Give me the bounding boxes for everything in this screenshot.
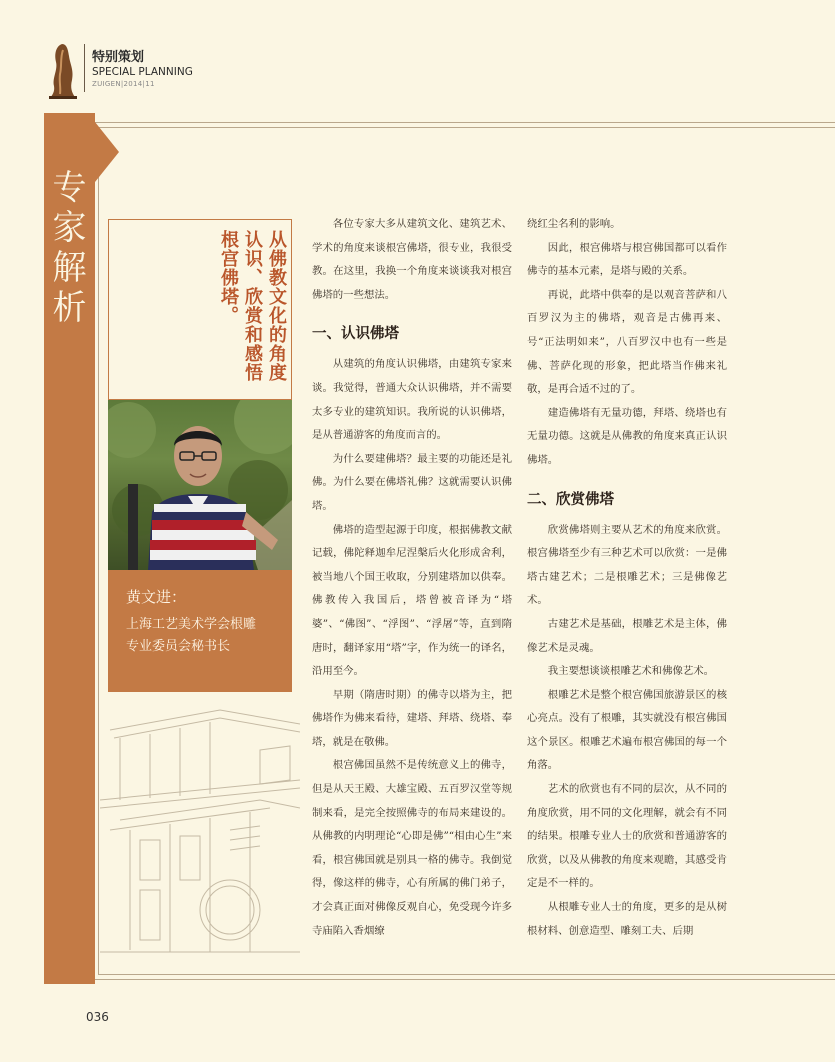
article-paragraph: 早期（隋唐时期）的佛寺以塔为主，把佛塔作为佛来看待，建塔、拜塔、绕塔、奉塔，就是在敬佛。 <box>312 688 512 748</box>
temple-sketch-illustration <box>100 690 300 975</box>
author-bio <box>108 570 292 692</box>
frame-line-top-inner <box>98 127 835 128</box>
frame-line-bottom <box>44 979 835 980</box>
article-paragraph: 我主要想谈谈根雕艺术和佛像艺术。 <box>547 665 715 678</box>
author-role-line: 专业委员会秘书长 <box>126 639 231 654</box>
article-column-1 <box>312 213 512 943</box>
root-sculpture-logo-icon <box>48 40 78 100</box>
page-number: 036 <box>86 1010 109 1024</box>
pull-quote-line: 从佛教文化的角度 <box>266 230 287 382</box>
issue-label: ZUIGEN|2014|11 <box>92 80 155 88</box>
section-heading-2: 二、欣赏佛塔 <box>527 490 614 508</box>
portrait-illustration <box>108 400 292 570</box>
side-banner-arrow <box>95 122 119 182</box>
header-divider <box>84 44 85 92</box>
frame-line-left-inner <box>98 127 99 974</box>
pull-quote-line: 认识、欣赏和感悟 <box>242 230 263 382</box>
author-role-line: 上海工艺美术学会根雕 <box>126 617 257 632</box>
article-paragraph: 从根雕专业人士的角度，更多的是从树根材料、创意造型、雕刻工夫、后期 <box>527 901 727 937</box>
author-portrait <box>108 400 292 570</box>
article-paragraph: 艺术的欣赏也有不同的层次，从不同的角度欣赏，用不同的文化理解，就会有不同的结果。根雕专业人士的欣赏和普通游客的欣赏，以及从佛教的角度来观瞻，其感受肯定是不一样的。 <box>527 783 727 890</box>
frame-line-top <box>44 122 835 123</box>
article-paragraph: 根雕艺术是整个根宫佛国旅游景区的核心亮点。没有了根雕，其实就没有根宫佛国这个景区。根雕艺术遍布根宫佛国的每一个角落。 <box>527 688 727 772</box>
article-column-2 <box>527 213 727 943</box>
article-paragraph: 建造佛塔有无量功德，拜塔、绕塔也有无量功德。这就是从佛教的角度来真正认识佛塔。 <box>527 406 727 466</box>
section-title: 特别策划 <box>92 50 145 65</box>
section-heading-1: 一、认识佛塔 <box>312 325 399 343</box>
column-title-vertical <box>44 168 95 328</box>
article-paragraph: 古建艺术是基础，根雕艺术是主体，佛像艺术是灵魂。 <box>527 617 727 654</box>
article-paragraph: 为什么要建佛塔？最主要的功能还是礼佛。为什么要在佛塔礼佛？这就需要认识佛塔。 <box>312 452 512 512</box>
article-paragraph: 因此，根宫佛塔与根宫佛国都可以看作佛寺的基本元素，是塔与殿的关系。 <box>527 241 727 278</box>
article-paragraph: 再说，此塔中供奉的是以观音菩萨和八百罗汉为主的佛塔，观音是古佛再来、号“正法明如来”，八百罗汉中也有一些是佛、菩萨化现的形象，把此塔当作佛来礼敬，是再合适不过的了。 <box>527 288 727 396</box>
article-paragraph: 从建筑的角度认识佛塔，由建筑专家来谈。我觉得，普通大众认识佛塔，并不需要太多专业的建筑知识。我所说的认识佛塔，是从普通游客的角度而言的。 <box>312 358 512 442</box>
article-paragraph: 绕红尘名利的影响。 <box>527 218 621 230</box>
section-subtitle: SPECIAL PLANNING <box>92 66 193 78</box>
article-paragraph: 佛塔的造型起源于印度，根据佛教文献记载，佛陀释迦牟尼涅槃后火化形成舍利，被当地八个国王收取，分别建塔加以供奉。佛教传入我国后，塔曾被音译为“塔婆”、“佛图”、“浮图”、“浮屠”等，直到隋唐时，翻译家用“塔”字，作为统一的译名，沿用至今。 <box>312 523 512 678</box>
pull-quote <box>112 230 288 395</box>
column-title-char: 专 <box>52 168 87 208</box>
article-paragraph: 各位专家大多从建筑文化、建筑艺术、学术的角度来谈根宫佛塔，很专业，我很受教。在这里，我换一个角度来谈谈我对根宫佛塔的一些想法。 <box>312 218 512 301</box>
article-paragraph: 根宫佛国虽然不是传统意义上的佛寺，但是从天王殿、大雄宝殿、五百罗汉堂等规制来看，是完全按照佛寺的布局来建设的。从佛教的内明理论“心即是佛”“相由心生”来看，根宫佛国就是别具一格的佛寺。我倒觉得，像这样的佛寺，心有所属的佛门弟子，才会真正面对佛像反观自心，免受现今许多寺庙陷入香烟缭 <box>312 759 512 937</box>
article-paragraph: 欣赏佛塔则主要从艺术的角度来欣赏。根宫佛塔至少有三种艺术可以欣赏：一是佛塔古建艺术；二是根雕艺术；三是佛像艺术。 <box>527 523 727 607</box>
author-name: 黄文进： <box>126 588 187 606</box>
pull-quote-line: 根宫佛塔。 <box>218 230 239 325</box>
column-title-char: 解 <box>52 248 87 288</box>
column-title-char: 析 <box>52 288 87 328</box>
column-title-char: 家 <box>52 208 87 248</box>
